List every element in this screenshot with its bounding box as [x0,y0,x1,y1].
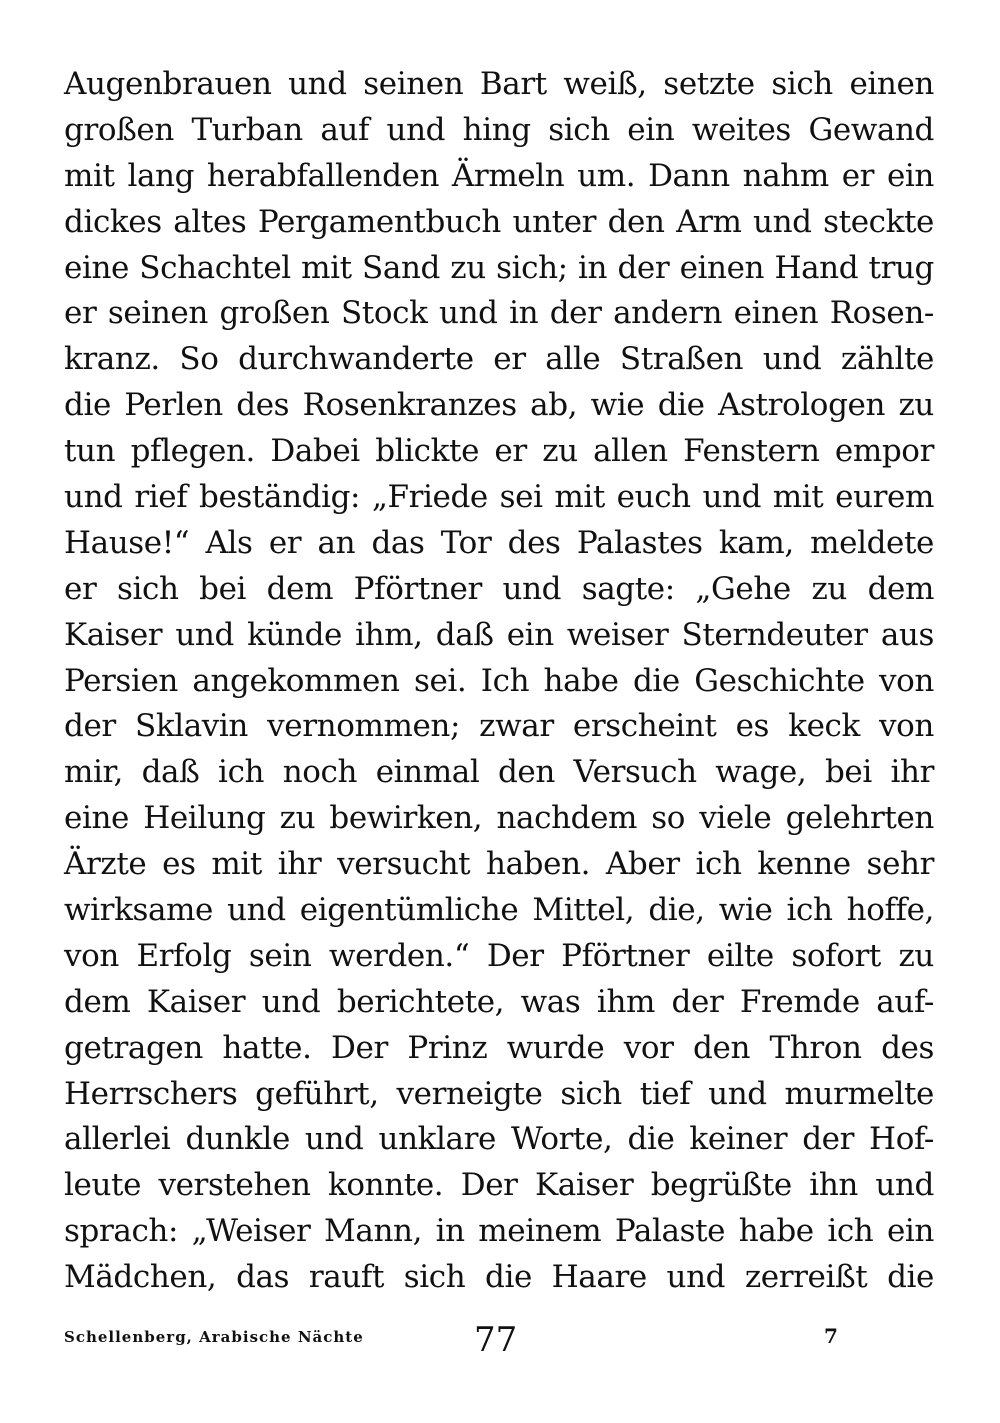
text-line: Persien angekommen sei. Ich habe die Geschichte von [64,662,934,699]
text-line: Hause!“ Als er an das Tor des Palastes kam, meldete [64,524,934,561]
text-line: die Perlen des Rosenkranzes ab, wie die Astrologen zu [64,387,934,424]
signature-line: Schellenberg, Arabische Nächte [64,1328,364,1346]
text-line: er sich bei dem Pförtner und sagte: „Gehe zu dem [64,570,934,607]
text-line: eine Schachtel mit Sand zu sich; in der einen Hand trug [64,249,934,286]
text-line: eine Heilung zu bewirken, nachdem so viele gelehrten [64,800,934,837]
body-text [64,62,934,1301]
text-line: großen Turban auf und hing sich ein weites Gewand [64,111,934,148]
text-line: Mädchen, das rauft sich die Haare und zerreißt die [64,1259,934,1296]
text-line: von Erfolg sein werden.“ Der Pförtner eilte sofort zu [64,937,934,974]
text-line: mir, daß ich noch einmal den Versuch wage, bei ihr [64,754,934,791]
text-line: Kaiser und künde ihm, daß ein weiser Sterndeuter aus [64,616,934,653]
text-line: Augenbrauen und seinen Bart weiß, setzte sich einen [64,66,934,102]
text-line: dickes altes Pergamentbuch unter den Arm und steckte [64,203,934,240]
text-line: leute verstehen konnte. Der Kaiser begrüßte ihn und [64,1167,934,1204]
text-line: getragen hatte. Der Prinz wurde vor den Thron des [64,1029,934,1066]
text-line: Ärzte es mit ihr versucht haben. Aber ich kenne sehr [64,846,934,883]
text-line: und rief beständig: „Friede sei mit euch und mit eurem [64,479,934,516]
text-line: tun pflegen. Dabei blickte er zu allen Fenstern empor [64,433,934,470]
page-footer [64,1320,934,1370]
text-line: kranz. So durchwanderte er alle Straßen und zählte [64,341,934,378]
text-line: er seinen großen Stock und in der andern einen Rosen- [64,295,934,332]
text-line: dem Kaiser und berichtete, was ihm der Fremde auf- [64,983,934,1020]
text-line: sprach: „Weiser Mann, in meinem Palaste habe ich ein [64,1213,934,1250]
text-line: wirksame und eigentümliche Mittel, die, wie ich hoffe, [64,892,934,929]
text-line: mit lang herabfallenden Ärmeln um. Dann nahm er ein [64,157,934,194]
text-line: der Sklavin vernommen; zwar erscheint es keck von [64,708,934,745]
page-number: 77 [474,1320,518,1360]
sheet-number: 7 [824,1324,838,1348]
text-line: allerlei dunkle und unklare Worte, die keiner der Hof- [64,1121,934,1158]
text-line: Herrschers geführt, verneigte sich tief und murmelte [64,1075,934,1112]
